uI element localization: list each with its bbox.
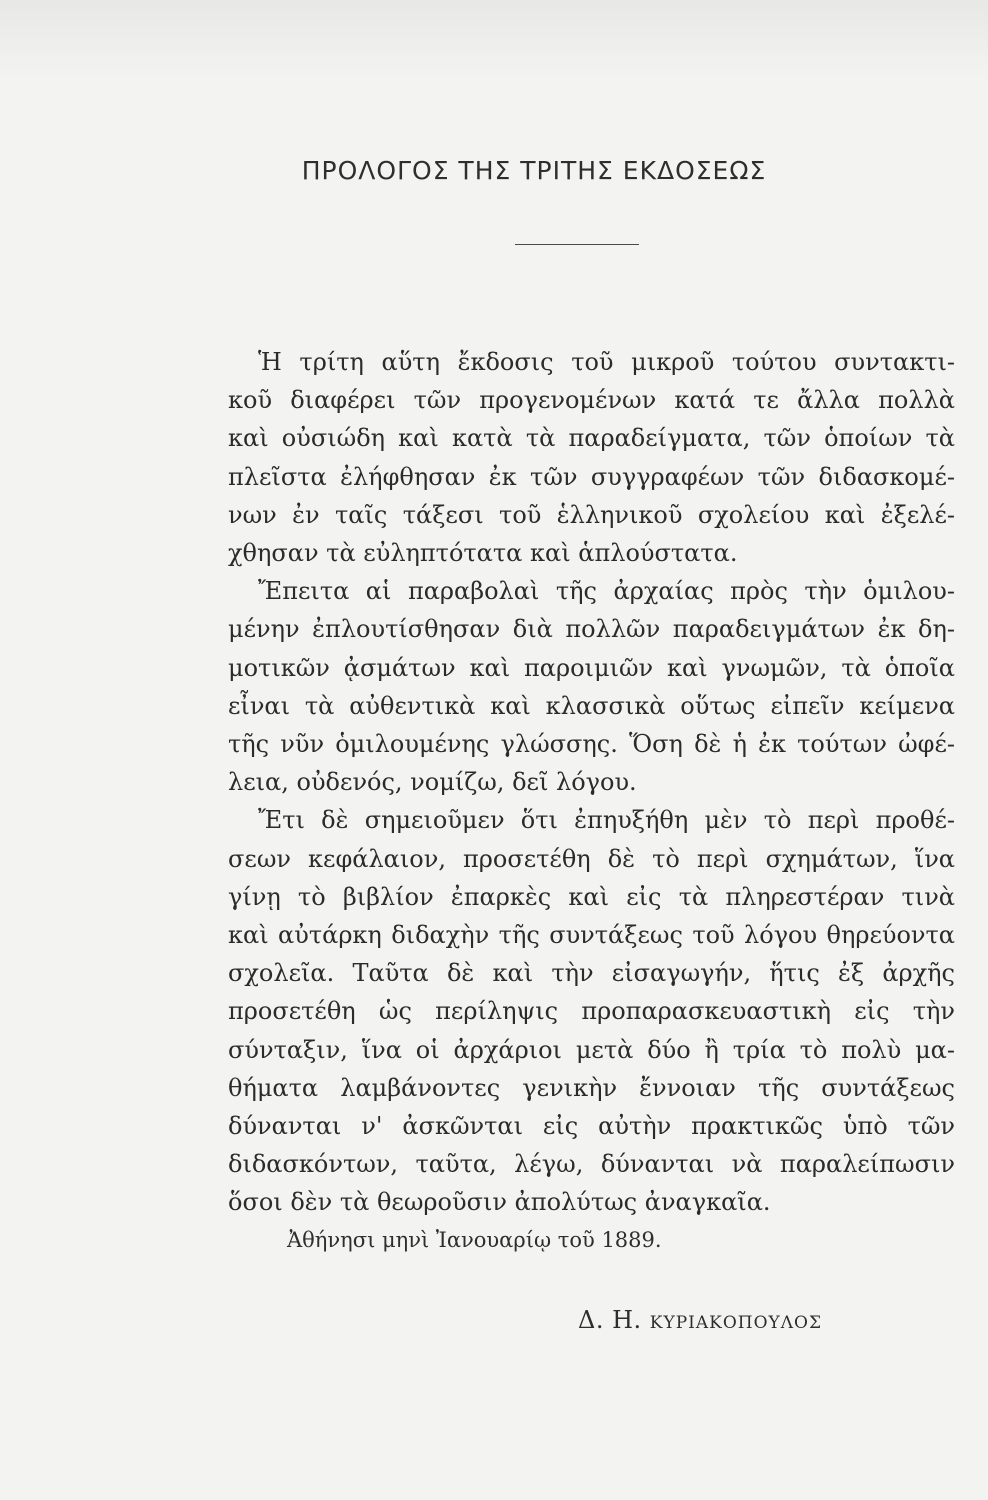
text-line: τῆς νῦν ὁμιλουμένης γλώσσης. Ὅση δὲ ἡ ἐκ τούτων ὠφέ-: [228, 730, 955, 759]
text-line: Ἔπειτα αἱ παραβολαὶ τῆς ἀρχαίας πρὸς τὴν ὁμιλου-: [258, 577, 955, 606]
dateline: Ἀθήνησι μηνὶ Ἰανουαρίῳ τοῦ 1889.: [287, 1228, 662, 1252]
text-line: μοτικῶν ᾀσμάτων καὶ παροιμιῶν καὶ γνωμῶν, τὰ ὁποῖα: [228, 653, 955, 682]
author-surname: ΚΥΡΙΑΚΟΠΟΥΛΟΣ: [649, 1313, 823, 1333]
text-line: γίνῃ τὸ βιβλίον ἐπαρκὲς καὶ εἰς τὰ πληρεστέραν τινὰ: [228, 882, 955, 911]
text-line: καὶ οὐσιώδη καὶ κατὰ τὰ παραδείγματα, τῶν ὁποίων τὰ: [228, 424, 955, 453]
text-line: Ἡ τρίτη αὕτη ἔκδοσις τοῦ μικροῦ τούτου συντακτι-: [258, 348, 955, 376]
text-line: νων ἐν ταῖς τάξεσι τοῦ ἑλληνικοῦ σχολείου καὶ ἐξελέ-: [228, 500, 955, 529]
text-line: καὶ αὐτάρκη διδαχὴν τῆς συντάξεως τοῦ λόγου θηρεύοντα: [228, 921, 955, 950]
author-initials: Δ. Η.: [578, 1306, 642, 1334]
text-line: σεων κεφάλαιον, προσετέθη δὲ τὸ περὶ σχημάτων, ἵνα: [228, 844, 955, 873]
author-signature: [578, 1306, 822, 1334]
text-line: εἶναι τὰ αὐθεντικὰ καὶ κλασσικὰ οὕτως εἰπεῖν κείμενα: [228, 691, 955, 720]
title-divider: [515, 244, 639, 245]
paragraph-3: [228, 801, 955, 1221]
text-line: θήματα λαμβάνοντες γενικὴν ἔννοιαν τῆς συντάξεως: [228, 1073, 955, 1102]
paragraph-1: [228, 343, 955, 572]
text-line: πλεῖστα ἐλήφθησαν ἐκ τῶν συγγραφέων τῶν διδασκομέ-: [228, 462, 955, 491]
text-line: λεια, οὐδενός, νομίζω, δεῖ λόγου.: [228, 768, 637, 797]
text-line: δύνανται ν' ἀσκῶνται εἰς αὐτὴν πρακτικῶς ὑπὸ τῶν: [228, 1112, 955, 1141]
text-line: προσετέθη ὡς περίληψις προπαρασκευαστικὴ εἰς τὴν: [228, 997, 955, 1026]
page-title: ΠΡΟΛΟΓΟΣ ΤΗΣ ΤΡΙΤΗΣ ΕΚΔΟΣΕΩΣ: [301, 156, 767, 185]
text-line: κοῦ διαφέρει τῶν προγενομένων κατά τε ἄλλα πολλὰ: [228, 386, 955, 415]
text-line: σχολεῖα. Ταῦτα δὲ καὶ τὴν εἰσαγωγήν, ἥτις ἐξ ἀρχῆς: [228, 959, 955, 988]
page-top-shadow: [0, 0, 988, 80]
preface-body: [228, 343, 955, 1222]
text-line: ὅσοι δὲν τὰ θεωροῦσιν ἀπολύτως ἀναγκαῖα.: [228, 1188, 771, 1217]
text-line: Ἔτι δὲ σημειοῦμεν ὅτι ἐπηυξήθη μὲν τὸ περὶ προθέ-: [258, 806, 955, 835]
text-line: σύνταξιν, ἵνα οἱ ἀρχάριοι μετὰ δύο ἢ τρία τὸ πολὺ μα-: [228, 1035, 955, 1064]
text-line: διδασκόντων, ταῦτα, λέγω, δύνανται νὰ παραλείπωσιν: [228, 1150, 955, 1179]
text-line: μένην ἐπλουτίσθησαν διὰ πολλῶν παραδειγμάτων ἐκ δη-: [228, 615, 955, 644]
text-line: χθησαν τὰ εὐληπτότατα καὶ ἁπλούστατα.: [228, 539, 738, 568]
paragraph-2: [228, 572, 955, 801]
